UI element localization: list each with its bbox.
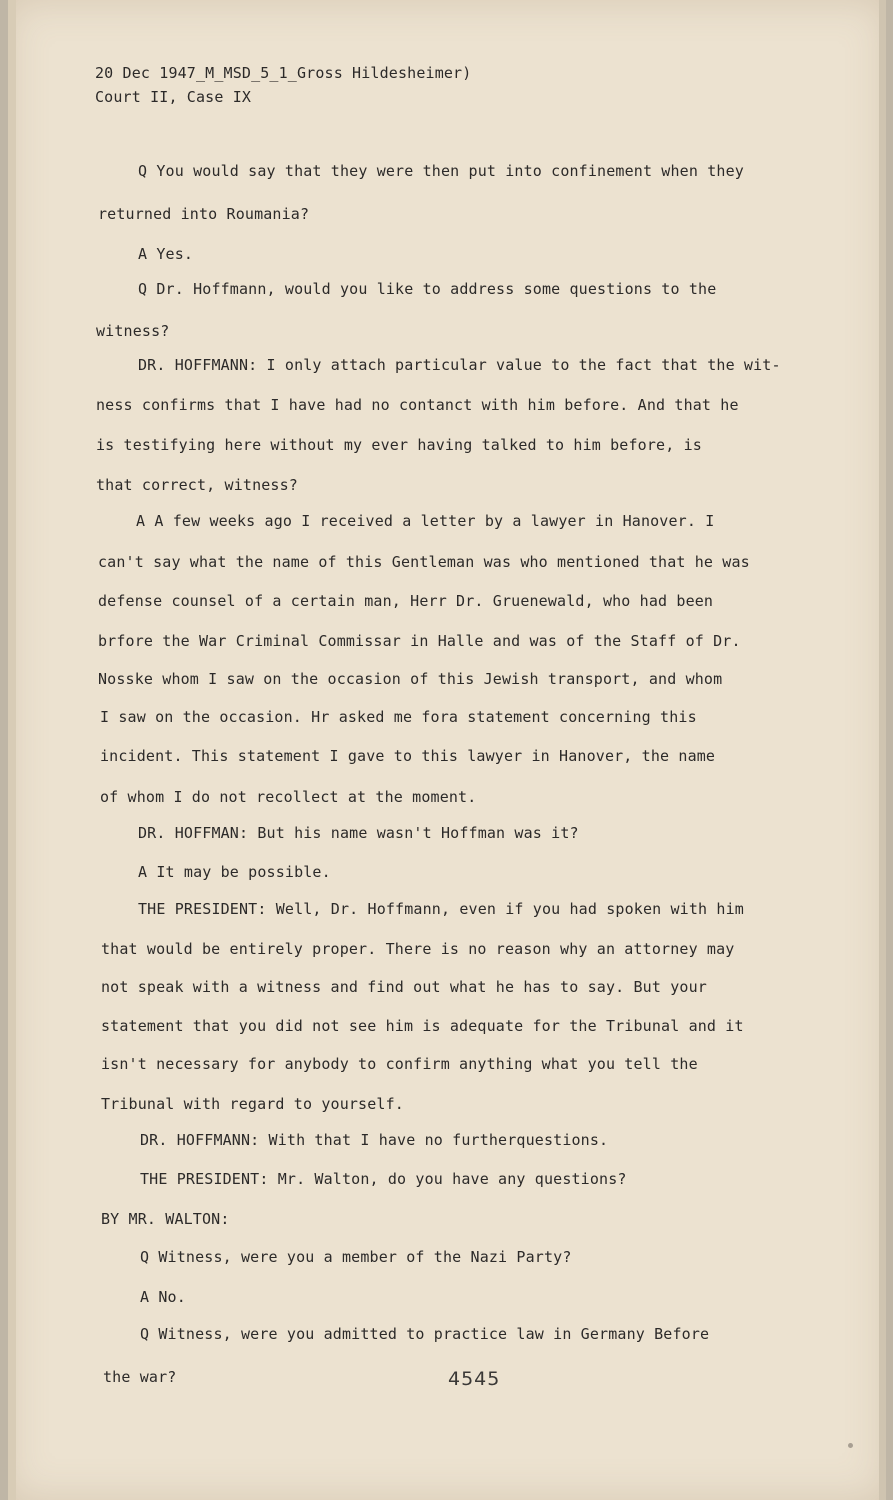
page-number: 4545 [448, 1368, 501, 1390]
text-line: Tribunal with regard to yourself. [101, 1095, 404, 1113]
text-line: A It may be possible. [138, 863, 331, 881]
text-line: BY MR. WALTON: [101, 1210, 230, 1228]
header-line-2: Court II, Case IX [95, 88, 252, 106]
text-line: DR. HOFFMANN: I only attach particular value to the fact that the wit- [138, 356, 781, 374]
text-line: the war? [103, 1368, 177, 1386]
document-page [8, 0, 886, 1500]
text-line: Q Dr. Hoffmann, would you like to address some questions to the [138, 280, 717, 298]
text-line: DR. HOFFMAN: But his name wasn't Hoffman was it? [138, 824, 579, 842]
text-line: incident. This statement I gave to this lawyer in Hanover, the name [100, 747, 716, 765]
text-line: Q Witness, were you a member of the Nazi Party? [140, 1248, 572, 1266]
header-line-1: 20 Dec 1947_M_MSD_5_1_Gross Hildesheimer) [95, 64, 472, 82]
text-line: ness confirms that I have had no contanct with him before. And that he [96, 396, 739, 414]
text-line: A Yes. [138, 245, 194, 263]
page-edge-left [8, 0, 16, 1500]
text-line: statement that you did not see him is adequate for the Tribunal and it [101, 1017, 744, 1035]
text-line: DR. HOFFMANN: With that I have no furtherquestions. [140, 1131, 609, 1149]
text-line: Nosske whom I saw on the occasion of this Jewish transport, and whom [98, 670, 723, 688]
text-line: THE PRESIDENT: Well, Dr. Hoffmann, even if you had spoken with him [138, 900, 744, 918]
text-line: that correct, witness? [96, 476, 298, 494]
text-line: defense counsel of a certain man, Herr Dr. Gruenewald, who had been [98, 592, 714, 610]
text-line: witness? [96, 322, 170, 340]
text-line: returned into Roumania? [98, 205, 310, 223]
text-line: A A few weeks ago I received a letter by a lawyer in Hanover. I [136, 512, 715, 530]
text-line: isn't necessary for anybody to confirm anything what you tell the [101, 1055, 698, 1073]
text-line: of whom I do not recollect at the moment. [100, 788, 477, 806]
text-line: brfore the War Criminal Commissar in Halle and was of the Staff of Dr. [98, 632, 741, 650]
text-line: A No. [140, 1288, 186, 1306]
paper-speck [848, 1443, 853, 1448]
text-line: Q You would say that they were then put into confinement when they [138, 162, 744, 180]
page-edge-right [879, 0, 886, 1500]
text-line: can't say what the name of this Gentleman was who mentioned that he was [98, 553, 750, 571]
text-line: is testifying here without my ever having talked to him before, is [96, 436, 702, 454]
text-line: THE PRESIDENT: Mr. Walton, do you have any questions? [140, 1170, 627, 1188]
text-line: that would be entirely proper. There is no reason why an attorney may [101, 940, 735, 958]
text-line: Q Witness, were you admitted to practice law in Germany Before [140, 1325, 710, 1343]
text-line: I saw on the occasion. Hr asked me fora statement concerning this [100, 708, 697, 726]
text-line: not speak with a witness and find out what he has to say. But your [101, 978, 707, 996]
